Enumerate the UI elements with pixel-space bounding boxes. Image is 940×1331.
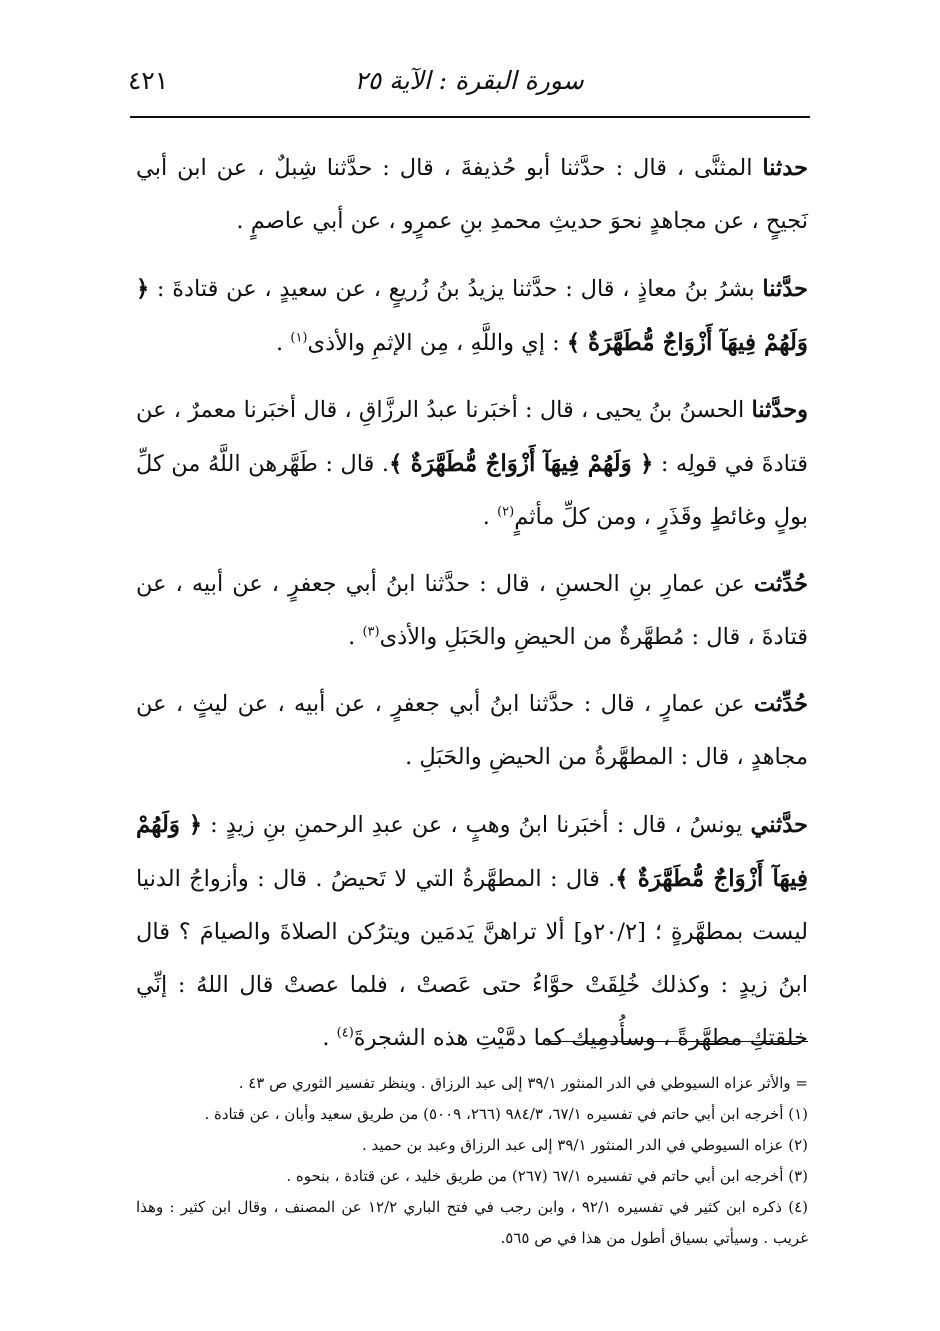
footnote-3: (٣) أخرجه ابن أبي حاتم في تفسيره ٦٧/١ (٢٦٧) من طريق خليد ، عن قتادة ، بنحوه . bbox=[286, 1167, 808, 1185]
quran-bracket-close: ﴾ bbox=[615, 866, 629, 892]
quran-bracket-open: ﴿ bbox=[136, 276, 150, 302]
paragraph-text: عن عمارٍ ، قال : حدَّثنا ابنُ أبي جعفرٍ ، عن أبيه ، عن ليثٍ ، عن مجاهدٍ ، قال : المطهَّرةُ من الحيضِ والحَبَلِ . bbox=[136, 691, 808, 770]
footnote-1: (١) أخرجه ابن أبي حاتم في تفسيره ٦٧/١، ٩٨٤/٣ (٢٦٦، ٥٠٠٩) من طريق سعيد وأبان ، عن قتادة . bbox=[204, 1105, 808, 1123]
main-text bbox=[136, 142, 808, 1079]
paragraph-lead: حدثنا bbox=[762, 155, 808, 181]
quran-bracket-close: ﴾ bbox=[389, 451, 403, 477]
footnote-ref: (٢) bbox=[497, 504, 515, 520]
paragraph-text: . قال : طَهَّرهن اللَّهُ من كلِّ بولٍ وغائطٍ وقَذَرٍ ، ومن كلِّ مأثمٍ bbox=[136, 451, 808, 530]
paragraph-end: . bbox=[276, 330, 291, 356]
quran-verse: وَلَهُمْ فِيهَآ أَزْوَاجٌ مُّطَهَّرَةٌ bbox=[136, 811, 808, 892]
paragraph-end: . bbox=[348, 624, 363, 650]
footnote-ref: (٣) bbox=[362, 624, 380, 640]
footnote-2: (٢) عزاه السيوطي في الدر المنثور ٣٩/١ إلى عبد الرزاق وعبد بن حميد . bbox=[361, 1136, 808, 1154]
paragraph-lead: حدَّثنا bbox=[762, 276, 808, 302]
quran-bracket-open: ﴿ bbox=[640, 451, 654, 477]
footnotes bbox=[136, 1068, 808, 1254]
header-title: سورة البقرة : الآية ٢٥ bbox=[354, 66, 584, 95]
paragraph-end: . bbox=[482, 504, 498, 530]
quran-verse: وَلَهُمْ فِيهَآ أَزْوَاجٌ مُّطَهَّرَةٌ bbox=[580, 329, 808, 356]
paragraph-text: عن عمارِ بنِ الحسنِ ، قال : حدَّثنا ابنُ أبي جعفرٍ ، عن أبيه ، عن قتادةَ ، قال : مُطهَّرةٌ من الحيضِ والحَبَلِ والأذى bbox=[136, 571, 808, 650]
footnote-continuation: = والأثر عزاه السيوطي في الدر المنثور ٣٩/١ إلى عبد الرزاق . وينظر تفسير الثوري ص ٤٣ . bbox=[238, 1074, 808, 1092]
running-header bbox=[128, 62, 810, 102]
paragraph-text: ألا تراهنَّ يَدمَين ويترُكن الصلاةَ والصيامَ ؟ قال ابنُ زيدٍ : وكذلك خُلِقَتْ حوَّاءُ حتى عَصتْ ، فلما عصتْ قال اللهُ : إنِّي خلقتكِ مطهَّرةً ، وسأُدمِيك كما دمَّيْتِ هذه الشجرةَ bbox=[136, 919, 808, 1051]
paragraph-text: . قال : المطهَّرةُ التي لا تَحيضُ . قال : وأزواجُ الدنيا ليست بمطهَّرةٍ ؛ bbox=[136, 866, 808, 945]
paragraph-lead: حدَّثني bbox=[750, 812, 809, 838]
quran-verse: وَلَهُمْ فِيهَآ أَزْوَاجٌ مُّطَهَّرَةٌ bbox=[402, 450, 641, 477]
paragraph-text: : إي واللَّهِ ، مِن الإثمِ والأذى bbox=[307, 330, 567, 356]
paragraph-text: الحسنُ بنُ يحيى ، قال : أخبَرنا عبدُ الرزَّاقِ ، قال أخبَرنا معمرٌ ، عن قتادةَ في قولِه : bbox=[136, 397, 808, 477]
quran-bracket-open: ﴿ bbox=[188, 812, 203, 838]
paragraph-6 bbox=[136, 798, 808, 1065]
footnote-divider bbox=[546, 1041, 808, 1042]
paragraph-3 bbox=[136, 384, 808, 544]
paragraph-lead: حُدِّثت bbox=[753, 691, 808, 717]
paragraph-lead: وحدَّثنا bbox=[751, 397, 808, 423]
footnote-4: (٤) ذكره ابن كثير في تفسيره ٩٢/١ ، وابن رجب في فتح الباري ١٢/٢ عن المصنف ، وقال ابن كثير : وهذا غريب . وسيأتي بسياق أطول من هذا في ص ٥٦٥. bbox=[136, 1198, 808, 1247]
quran-bracket-close: ﴾ bbox=[566, 330, 581, 356]
page-number: ٤٢١ bbox=[128, 66, 169, 95]
paragraph-5 bbox=[136, 678, 808, 784]
paragraph-4 bbox=[136, 558, 808, 664]
footnote-ref: (٤) bbox=[336, 1025, 354, 1041]
footnote-ref: (١) bbox=[290, 330, 308, 346]
paragraph-2 bbox=[136, 262, 808, 370]
paragraph-text: المثنَّى ، قال : حدَّثنا أبو حُذيفةَ ، قال : حدَّثنا شِبلٌ ، عن ابن أبي نَجيحٍ ، عن مجاهدٍ نحوَ حديثِ محمدِ بنِ عمرٍو ، عن أبي عاصمٍ . bbox=[136, 155, 808, 234]
paragraph-lead: حُدِّثت bbox=[753, 571, 808, 597]
paragraph-text: بشرُ بنُ معاذٍ ، قال : حدَّثنا يزيدُ بنُ زُريعٍ ، عن سعيدٍ ، عن قتادةَ : bbox=[149, 276, 763, 302]
paragraph-1 bbox=[136, 142, 808, 248]
paragraph-end: . bbox=[322, 1025, 337, 1051]
manuscript-folio-marker: [٢٠/٢و] bbox=[573, 919, 646, 945]
header-divider bbox=[130, 116, 810, 118]
paragraph-text: يونسُ ، قال : أخبَرنا ابنُ وهبٍ ، عن عبدِ الرحمنِ بنِ زيدٍ : bbox=[202, 812, 751, 838]
